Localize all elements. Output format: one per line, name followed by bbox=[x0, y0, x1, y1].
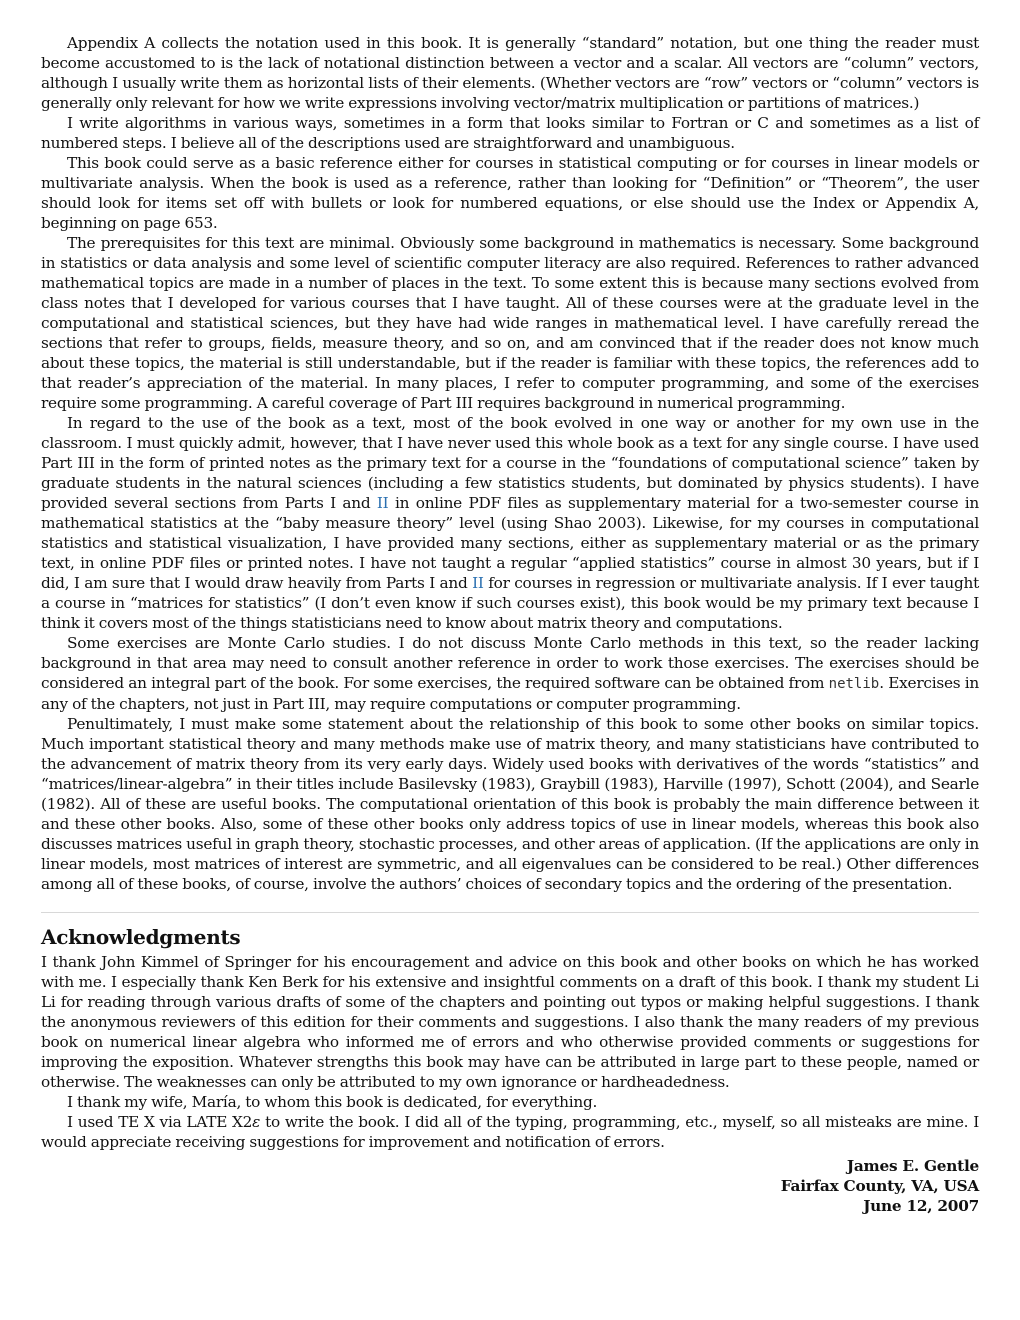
text-segment: Some exercises are Monte Carlo studies. I do not discuss Monte Carlo methods in this text, so the reader lacking background in that area may need to consult another reference in order to work those exercises. The exercises should be considered an integral part of the book. For some exercises, the required software can be obtained from bbox=[41, 634, 979, 692]
preface-paragraph-other-books: Penultimately, I must make some statement about the relationship of this book to some other books on similar topics. Much important statistical theory and many methods make use of matrix theory, and many statisticians have contributed to the advancement of matrix theory from its very early days. Widely used books with derivatives of the words “statistics” and “matrices/linear-algebra” in their titles include Basilevsky (1983), Graybill (1983), Harville (1997), Schott (2004), and Searle (1982). All of these are useful books. The computational orientation of this book is probably the main difference between it and these other books. Also, some of these other books only address topics of use in linear models, whereas this book also discusses matrices useful in graph theory, stochastic processes, and other areas of application. (If the applications are only in linear models, most matrices of interest are symmetric, and all eigenvalues can be considered to be real.) Other differences among all of these books, of course, involve the authors’ choices of secondary topics and the ordering of the presentation. bbox=[41, 715, 979, 893]
text-segment: to write the book. I did all of the typing, programming, etc., myself, so all misteaks are mine. I would appreciate receiving suggestions for improvement and notification of errors. bbox=[41, 1113, 979, 1151]
acknowledgments-heading: Acknowledgments bbox=[41, 925, 241, 949]
signature-block bbox=[41, 1156, 979, 1216]
signature-date: June 12, 2007 bbox=[863, 1197, 979, 1215]
text-segment: . Exercises in any of the chapters, not just in Part III, may require computations or computer programming. bbox=[41, 674, 979, 713]
preface-paragraph-reference: This book could serve as a basic reference either for courses in statistical computing or for courses in linear models or multivariate analysis. When the book is used as a reference, rather than looking for “Definition” or “Theorem”, the user should look for items set off with bullets or look for numbered equations, or else should use the Index or Appendix A, beginning on page 653. bbox=[41, 154, 979, 232]
acknowledgments-paragraph-latex bbox=[41, 1112, 979, 1152]
document-page bbox=[41, 33, 979, 1216]
text-segment: for courses in regression or multivariate analysis. If I ever taught a course in “matrices for statistics” (I don’t even know if such courses exist), this book would be my primary text because I think it covers most of the things statisticians need to know about matrix theory and computations. bbox=[41, 574, 979, 632]
text-segment: I used TE X via LATE X2 bbox=[67, 1113, 253, 1131]
text-segment: in online PDF files as supplementary material for a two-semester course in mathematical statistics at the “baby measure theory” level (using Shao 2003). Likewise, for my courses in computational statistics and statistical visualization, I have provided many sections, either as supplementary material or as the primary text, in online PDF files or printed notes. I have not taught a regular “applied statistics” course in almost 30 years, but if I did, I am sure that I would draw heavily from Parts I and bbox=[41, 494, 979, 592]
part-ii-link[interactable]: II bbox=[472, 574, 484, 592]
epsilon-symbol: ε bbox=[252, 1113, 261, 1131]
acknowledgments-paragraph-thanks: I thank John Kimmel of Springer for his encouragement and advice on this book and other books on which he has worked with me. I especially thank Ken Berk for his extensive and insightful comments on a draft of this book. I thank my student Li Li for reading through various drafts of some of the chapters and pointing out typos or making helpful suggestions. I thank the anonymous reviewers of this edition for their comments and suggestions. I also thank the many readers of my previous book on numerical linear algebra who informed me of errors and who otherwise provided comments or suggestions for improving the exposition. Whatever strengths this book may have can be attributed in large part to these people, named or otherwise. The weaknesses can only be attributed to my own ignorance or hardheadedness. bbox=[41, 953, 979, 1091]
preface-paragraph-algorithms: I write algorithms in various ways, sometimes in a form that looks similar to Fortran or C and sometimes as a list of numbered steps. I believe all of the descriptions used are straightforward and unambiguous. bbox=[41, 114, 979, 152]
signature-name: James E. Gentle bbox=[846, 1157, 979, 1175]
preface-paragraph-notation: Appendix A collects the notation used in this book. It is generally “standard” notation, but one thing the reader must become accustomed to is the lack of notational distinction between a vector and a scalar. All vectors are “column” vectors, although I usually write them as horizontal lists of their elements. (Whether vectors are “row” vectors or “column” vectors is generally only relevant for how we write expressions involving vector/matrix multiplication or partitions of matrices.) bbox=[41, 34, 979, 112]
preface-paragraph-use-as-text bbox=[41, 413, 979, 633]
preface-paragraph-prerequisites: The prerequisites for this text are minimal. Obviously some background in mathematics is necessary. Some background in statistics or data analysis and some level of scientific computer literacy are also required. References to rather advanced mathematical topics are made in a number of places in the text. To some extent this is because many sections evolved from class notes that I developed for various courses that I have taught. All of these courses were at the graduate level in the computational and statistical sciences, but they have had wide ranges in mathematical level. I have carefully reread the sections that refer to groups, fields, measure theory, and so on, and am convinced that if the reader does not know much about these topics, the material is still understandable, but if the reader is familiar with these topics, the references add to that reader’s appreciation of the material. In many places, I refer to computer programming, and some of the exercises require some programming. A careful coverage of Part III requires background in numerical programming. bbox=[41, 234, 979, 412]
section-divider bbox=[41, 912, 979, 913]
netlib-code: netlib bbox=[828, 676, 880, 692]
preface-paragraph-exercises bbox=[41, 633, 979, 714]
text-segment: In regard to the use of the book as a text, most of the book evolved in one way or another for my own use in the classroom. I must quickly admit, however, that I have never used this whole book as a text for any single course. I have used Part III in the form of printed notes as the primary text for a course in the “foundations of computational science” taken by graduate students in the natural sciences (including a few statistics students, but dominated by physics students). I have provided several sections from Parts I and bbox=[41, 414, 979, 512]
part-ii-link[interactable]: II bbox=[376, 494, 389, 512]
signature-place: Fairfax County, VA, USA bbox=[780, 1177, 979, 1195]
acknowledgments-paragraph-wife: I thank my wife, María, to whom this book is dedicated, for everything. bbox=[67, 1093, 598, 1111]
